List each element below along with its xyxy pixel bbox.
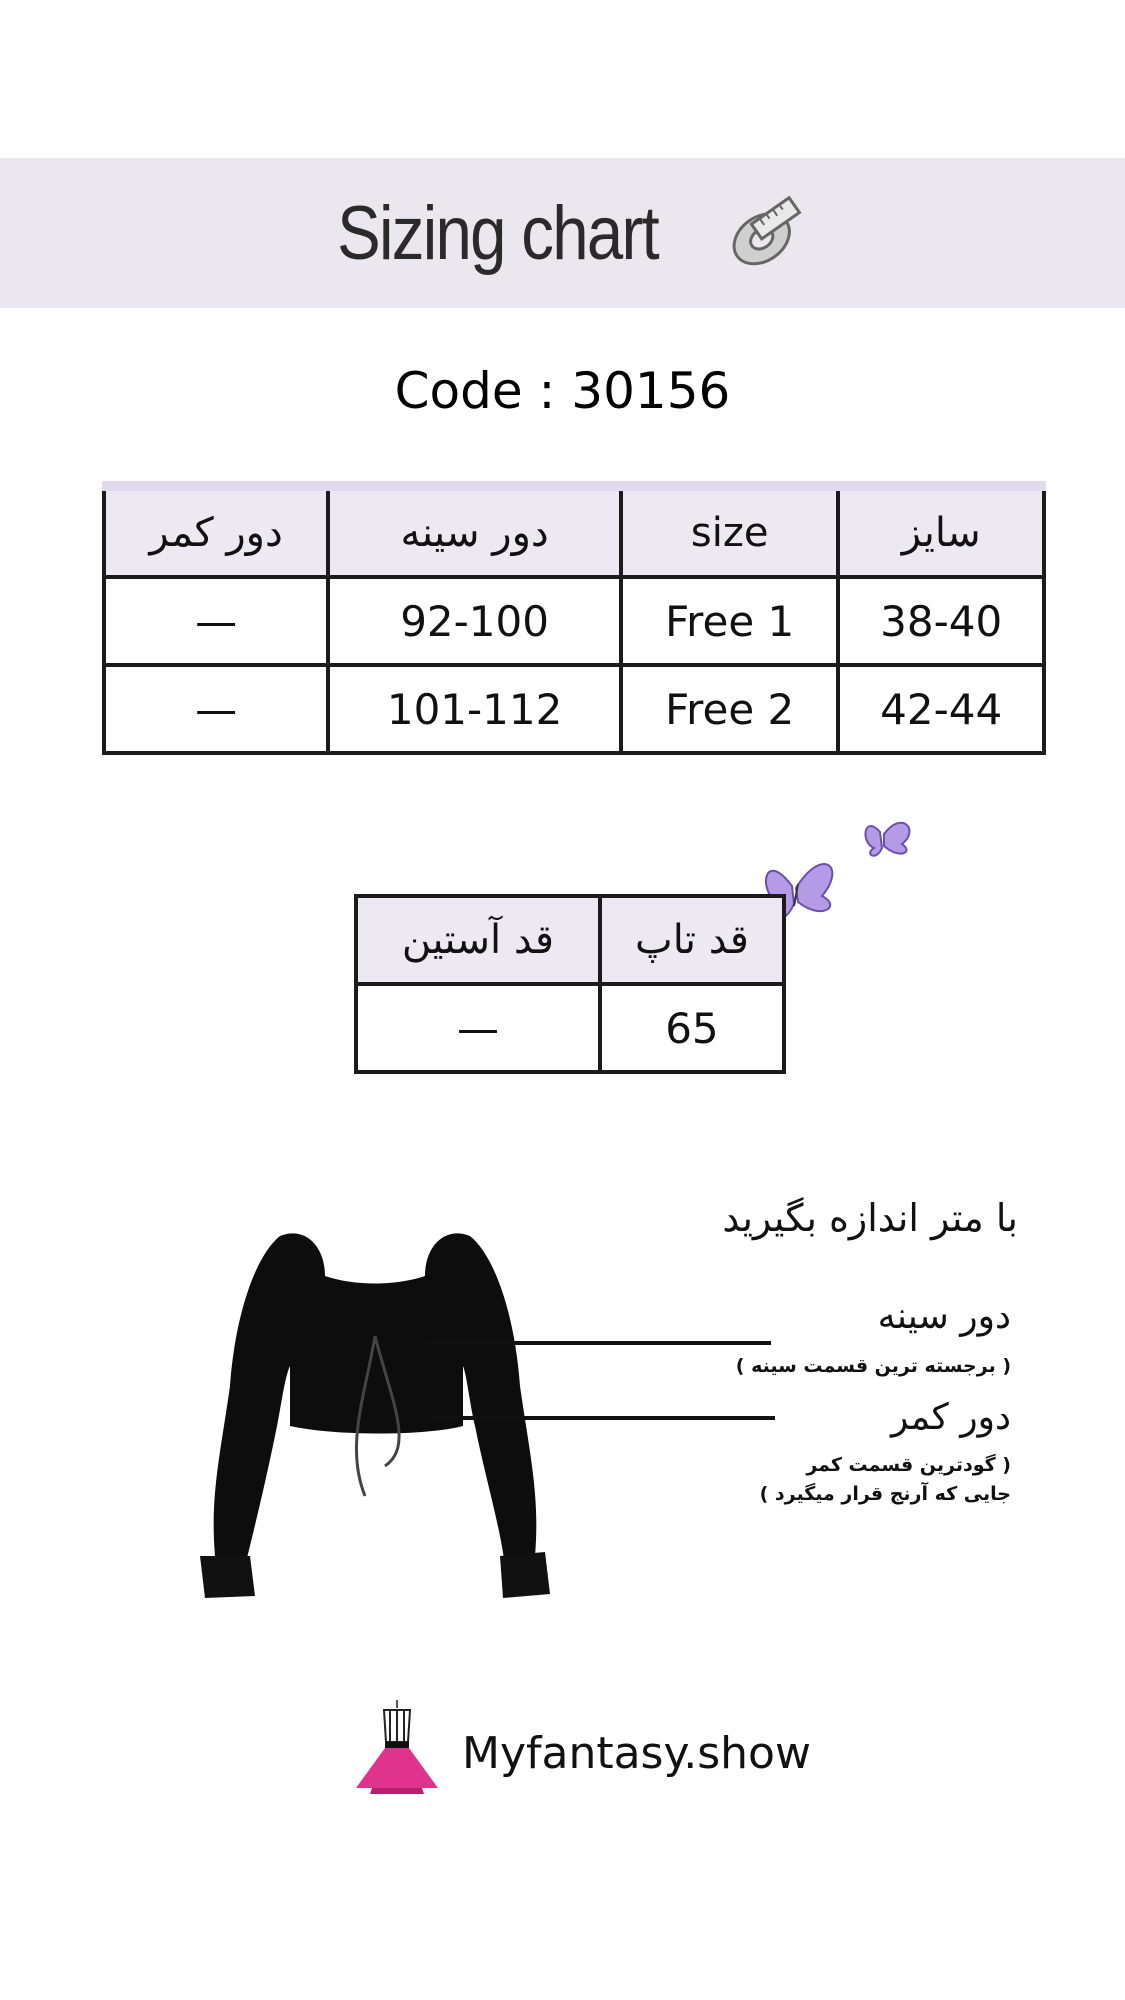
cell-size-en: Free 2 [621,665,838,753]
waist-label: دور کمر [890,1397,1011,1438]
dress-icon [352,1698,442,1809]
cell-sleeve-length: — [356,984,600,1072]
cell-bust: 92-100 [328,577,621,665]
brand-name: Myfantasy.show [462,1728,811,1779]
header-bust: دور سینه [328,486,621,577]
brand-footer [352,1698,811,1809]
measure-instruction: با متر اندازه بگیرید [722,1196,1018,1240]
header-banner [0,158,1125,308]
cell-waist: — [104,577,328,665]
cell-waist: — [104,665,328,753]
size-table-header-row [104,486,1044,577]
bust-label: دور سینه [877,1296,1011,1337]
measuring-tape-icon [718,183,814,283]
size-table [102,481,1046,755]
cell-bust: 101-112 [328,665,621,753]
table-row [104,577,1044,665]
length-table-header-row [356,896,784,984]
header-top-length: قد تاپ [600,896,784,984]
bust-note: ( برجسته ترین قسمت سینه ) [735,1355,1011,1377]
header-title-row [0,158,1125,308]
cell-size-fa: 42-44 [838,665,1044,753]
length-table [354,894,786,1074]
header-waist: دور کمر [104,486,328,577]
page-title: Sizing chart [337,190,658,276]
table-row [104,665,1044,753]
header-size-fa: سایز [838,486,1044,577]
cell-size-en: Free 1 [621,577,838,665]
table-row [356,984,784,1072]
waist-note-1: ( گودترین قسمت کمر [806,1454,1011,1476]
cell-top-length: 65 [600,984,784,1072]
waist-line [430,1416,775,1420]
product-code: Code : 30156 [394,362,731,420]
bust-line [425,1341,771,1345]
waist-note-2: جایی که آرنج قرار میگیرد ) [759,1483,1011,1505]
cell-size-fa: 38-40 [838,577,1044,665]
header-size-en: size [621,486,838,577]
header-sleeve-length: قد آستین [356,896,600,984]
